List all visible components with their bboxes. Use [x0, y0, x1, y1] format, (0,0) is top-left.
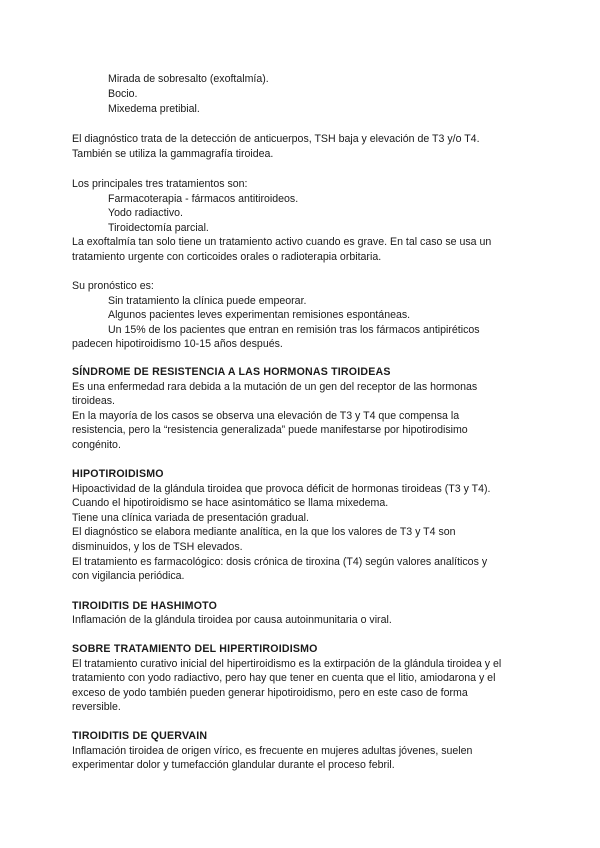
treatment-item: Farmacoterapia - fármacos antitiroideos.	[108, 193, 299, 205]
section-heading: SÍNDROME DE RESISTENCIA A LAS HORMONAS TIROIDEAS	[72, 366, 391, 378]
paragraph-line: Tiene una clínica variada de presentación gradual.	[72, 512, 309, 524]
paragraph-line: tratamiento urgente con corticoides orales o radioterapia orbitaria.	[72, 251, 382, 263]
symptom-item: Mixedema pretibial.	[108, 103, 200, 115]
prognosis-item: Algunos pacientes leves experimentan remisiones espontáneas.	[108, 309, 411, 321]
paragraph-line: Cuando el hipotiroidismo se hace asintomático se llama mixedema.	[72, 497, 389, 509]
paragraph-line: Inflamación tiroidea de origen vírico, es frecuente en mujeres adultas jóvenes, suelen	[72, 745, 473, 757]
paragraph-line: tiroideas.	[72, 395, 115, 407]
paragraph-line: Su pronóstico es:	[72, 280, 154, 292]
paragraph-line: con vigilancia periódica.	[72, 570, 185, 582]
section-heading: TIROIDITIS DE HASHIMOTO	[72, 600, 218, 612]
prognosis-item: Sin tratamiento la clínica puede empeorar.	[108, 295, 307, 307]
paragraph-line: El diagnóstico se elabora mediante analítica, en la que los valores de T3 y T4 son	[72, 526, 456, 538]
prognosis-item: Un 15% de los pacientes que entran en remisión tras los fármacos antipiréticos	[108, 324, 480, 336]
paragraph-line: experimentar dolor y tumefacción glandular durante el proceso febril.	[72, 759, 395, 771]
paragraph-line: congénito.	[72, 439, 121, 451]
paragraph-line: Los principales tres tratamientos son:	[72, 178, 248, 190]
paragraph-line: padecen hipotiroidismo 10-15 años después.	[72, 338, 283, 350]
section-heading: TIROIDITIS DE QUERVAIN	[72, 730, 208, 742]
symptom-item: Bocio.	[108, 88, 138, 100]
paragraph-line: reversible.	[72, 701, 121, 713]
paragraph-line: Hipoactividad de la glándula tiroidea que provoca déficit de hormonas tiroideas (T3 y T4).	[72, 483, 491, 495]
section-heading: SOBRE TRATAMIENTO DEL HIPERTIROIDISMO	[72, 643, 318, 655]
paragraph-line: Inflamación de la glándula tiroidea por causa autoinmunitaria o viral.	[72, 614, 392, 626]
paragraph-line: disminuidos, y los de TSH elevados.	[72, 541, 243, 553]
section-heading: HIPOTIROIDISMO	[72, 468, 164, 480]
paragraph-line: El tratamiento curativo inicial del hipertiroidismo es la extirpación de la glándula tiroidea y el	[72, 658, 502, 670]
paragraph-line: La exoftalmía tan solo tiene un tratamiento activo cuando es grave. En tal caso se usa un	[72, 236, 492, 248]
paragraph-line: tratamiento con yodo radiactivo, pero hay que tener en cuenta que el litio, amiodarona y el	[72, 672, 496, 684]
paragraph-line: Es una enfermedad rara debida a la mutación de un gen del receptor de las hormonas	[72, 381, 478, 393]
paragraph-line: exceso de yodo también pueden generar hipotiroidismo, pero en este caso de forma	[72, 687, 468, 699]
treatment-item: Tiroidectomía parcial.	[108, 222, 209, 234]
treatment-item: Yodo radiactivo.	[108, 207, 183, 219]
paragraph-line: El tratamiento es farmacológico: dosis crónica de tiroxina (T4) según valores analíticos y	[72, 556, 488, 568]
symptom-item: Mirada de sobresalto (exoftalmía).	[108, 73, 269, 85]
paragraph-line: También se utiliza la gammagrafía tiroidea.	[72, 148, 274, 160]
paragraph-line: En la mayoría de los casos se observa una elevación de T3 y T4 que compensa la	[72, 410, 460, 422]
paragraph-line: El diagnóstico trata de la detección de anticuerpos, TSH baja y elevación de T3 y/o T4.	[72, 133, 480, 145]
paragraph-line: resistencia, pero la “resistencia generalizada” puede manifestarse por hipotirodisimo	[72, 424, 468, 436]
